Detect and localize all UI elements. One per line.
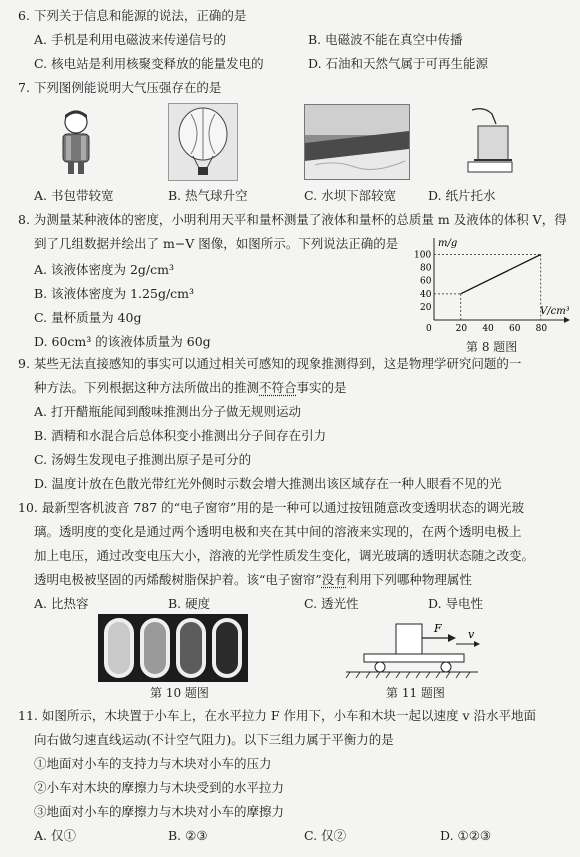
q10-option-c: C. 透光性 bbox=[304, 596, 359, 611]
chart-y-tick-label: 20 bbox=[420, 302, 432, 313]
q10-emphasis: 没有 bbox=[321, 572, 347, 587]
paper-holds-water-image bbox=[462, 104, 518, 176]
q7-option-c: C. 水坝下部较宽 bbox=[304, 188, 397, 203]
q6-option-c: C. 核电站是利用核聚变释放的能量发电的 bbox=[34, 56, 264, 71]
q9-emphasis: 不符合 bbox=[259, 380, 297, 395]
q9-stem-end: 事实的是 bbox=[296, 380, 347, 395]
mass-volume-chart bbox=[404, 238, 572, 336]
q9-option-c: C. 汤姆生发现电子推测出原子是可分的 bbox=[34, 452, 252, 467]
velocity-label: v bbox=[468, 628, 475, 641]
q10-stem-end: 利用下列哪种物理属性 bbox=[346, 572, 472, 587]
q8-stem-line2: 到了几组数据并绘出了 m−V 图像，如图所示。下列说法正确的是 bbox=[34, 236, 399, 251]
chart-x-tick-label: 40 bbox=[482, 324, 494, 334]
electronic-window-image bbox=[98, 614, 248, 682]
q11-statement-3: ③地面对小车的摩擦力与木块对小车的摩擦力 bbox=[34, 804, 285, 819]
q8-option-b: B. 该液体密度为 1.25g/cm³ bbox=[34, 286, 195, 301]
q11-option-d: D. ①②③ bbox=[440, 828, 492, 843]
chart-x-tick-label: 80 bbox=[535, 324, 548, 334]
q6-option-d: D. 石油和天然气属于可再生能源 bbox=[308, 56, 489, 71]
q9-stem-text: 种方法。下列根据这种方法所做出的推测 bbox=[34, 380, 260, 395]
q10-option-d: D. 导电性 bbox=[428, 596, 484, 611]
q9-option-a: A. 打开醋瓶能闻到酸味推测出分子做无规则运动 bbox=[34, 404, 301, 419]
q8-option-d: D. 60cm³ 的该液体质量为 60g bbox=[34, 334, 211, 349]
q6-option-b: B. 电磁波不能在真空中传播 bbox=[308, 32, 463, 47]
hot-air-balloon-image bbox=[168, 103, 238, 181]
q8-stem-line1: 8. 为测量某种液体的密度，小明利用天平和量杯测量了液体和量杯的总质量 m 及液体的体积 V，得 bbox=[18, 212, 567, 227]
q9-stem-line2 bbox=[34, 380, 347, 396]
force-label: F bbox=[434, 622, 442, 635]
q11-statement-1: ①地面对小车的支持力与木块对小车的压力 bbox=[34, 756, 272, 771]
q7-stem: 7. 下列图例能说明大气压强存在的是 bbox=[18, 80, 222, 95]
chart-x-tick-label: 60 bbox=[509, 324, 521, 334]
q9-option-d: D. 温度计放在色散光带红光外侧时示数会增大推测出该区域存在一种人眼看不见的光 bbox=[34, 476, 502, 491]
q7-option-d: D. 纸片托水 bbox=[428, 188, 496, 203]
q11-option-b: B. ②③ bbox=[168, 828, 208, 843]
q11-figure-caption: 第 11 题图 bbox=[386, 686, 445, 700]
q10-stem-line2: 璃。透明度的变化是通过两个透明电极和夹在其中间的溶液来实现的，在两个透明电极上 bbox=[34, 524, 522, 539]
q11-option-a: A. 仅① bbox=[34, 828, 76, 843]
q9-stem-line1: 9. 某些无法直接感知的事实可以通过相关可感知的现象推测得到，这是物理学研究问题的一 bbox=[18, 356, 522, 371]
q9-option-b: B. 酒精和水混合后总体积变小推测出分子间存在引力 bbox=[34, 428, 327, 443]
chart-y-tick-label: 60 bbox=[420, 276, 432, 287]
q8-option-a: A. 该液体密度为 2g/cm³ bbox=[34, 262, 174, 277]
q7-option-b: B. 热气球升空 bbox=[168, 188, 248, 203]
q7-option-a: A. 书包带较宽 bbox=[34, 188, 114, 203]
q6-stem: 6. 下列关于信息和能源的说法，正确的是 bbox=[18, 8, 247, 23]
chart-y-tick-label: 40 bbox=[420, 289, 432, 300]
q11-statement-2: ②小车对木块的摩擦力与木块受到的水平拉力 bbox=[34, 780, 285, 795]
chart-y-axis-label: m/g bbox=[438, 238, 458, 249]
q10-stem-line1: 10. 最新型客机波音 787 的“电子窗帘”用的是一种可以通过按钮随意改变透明状态的调光玻 bbox=[18, 500, 524, 515]
q10-option-b: B. 硬度 bbox=[168, 596, 211, 611]
q11-option-c: C. 仅② bbox=[304, 828, 347, 843]
chart-x-tick-label: 20 bbox=[455, 324, 468, 334]
cart-block-diagram bbox=[336, 616, 486, 682]
q10-figure-caption: 第 10 题图 bbox=[150, 686, 209, 700]
chart-x-tick-label: 0 bbox=[426, 324, 432, 334]
q10-stem-line4 bbox=[34, 572, 472, 588]
q6-option-a: A. 手机是利用电磁波来传递信号的 bbox=[34, 32, 226, 47]
dam-image bbox=[304, 104, 410, 180]
chart-x-arrow bbox=[564, 317, 570, 323]
chart-series-line bbox=[461, 255, 541, 294]
q11-stem-line1: 11. 如图所示，木块置于小车上，在水平拉力 F 作用下，小车和木块一起以速度 v 沿水平地面 bbox=[18, 708, 536, 723]
q10-stem-line3: 加上电压，通过改变电压大小，溶液的光学性质发生变化，调光玻璃的透明状态随之改变。 bbox=[34, 548, 535, 563]
backpack-child-image bbox=[50, 106, 102, 176]
q10-option-a: A. 比热容 bbox=[34, 596, 89, 611]
chart-y-tick-label: 80 bbox=[420, 263, 432, 274]
q11-stem-line2: 向右做匀速直线运动(不计空气阻力)。以下三组力属于平衡力的是 bbox=[34, 732, 394, 747]
q10-stem-text: 透明电极被坚固的丙烯酸树脂保护着。该“电子窗帘” bbox=[34, 572, 322, 587]
chart-y-tick-label: 100 bbox=[414, 250, 432, 261]
q8-option-c: C. 量杯质量为 40g bbox=[34, 310, 142, 325]
q8-figure-caption: 第 8 题图 bbox=[466, 340, 518, 354]
chart-x-axis-label: V/cm³ bbox=[540, 306, 570, 317]
